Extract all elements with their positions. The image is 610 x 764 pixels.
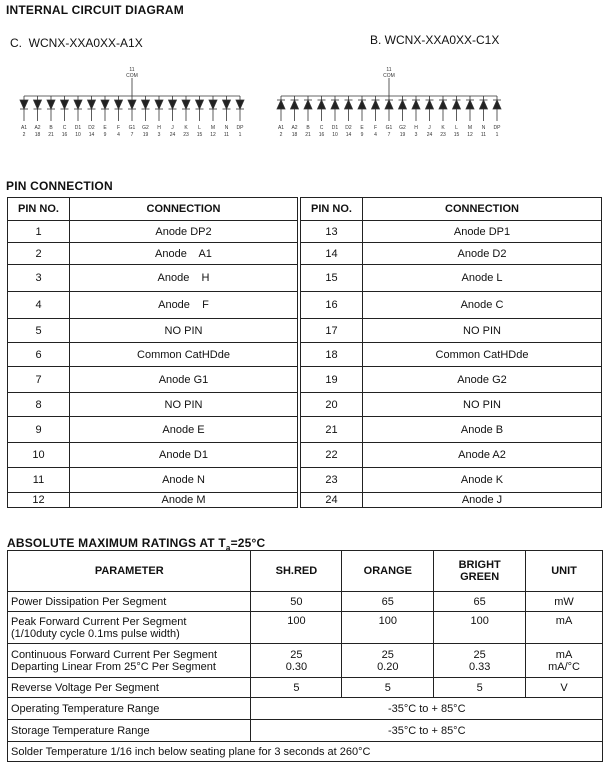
pin-connection: Anode C	[363, 292, 602, 319]
segment-name: G1	[385, 125, 393, 131]
pin-number: 5	[8, 319, 70, 343]
segment-name: E	[103, 125, 107, 131]
circuit-diagram-c1	[271, 66, 521, 146]
com-pin-number: 11	[386, 67, 392, 73]
segment-name: A2	[291, 125, 298, 131]
ratings-table: PARAMETER SH.RED ORANGE BRIGHT GREEN UNIT Power Dissipation Per Segment 50 65 65 mW Peak Forward Current Per Segment (1/10duty cycle 0.1ms pulse width) 100 100 100 mA Continuous Forward Current Per Segment Departing Linear From 25°C Per Segment 25 0.30 25 0.20 25 0.33 mA mA/°C Reverse Voltage Per Segment 5 5 5 V Operating Temperature Range -35°C to + 85°C Storage Temperature Range -35°C to + 85°C Solder Temperature 1/16 inch below seating plane for 3 seconds at 260°C	[7, 550, 603, 762]
segment-pin: 19	[399, 132, 406, 138]
hdr-parameter: PARAMETER	[8, 551, 251, 592]
pin-row	[301, 265, 602, 292]
pin-row	[8, 221, 298, 243]
param-storage-temp: Storage Temperature Range	[8, 720, 251, 742]
pin-connection: Common CatHDde	[70, 343, 298, 367]
pin-connection: Anode K	[363, 468, 602, 493]
led-segment-icon	[74, 100, 82, 109]
circuit-diagram-a1	[14, 66, 264, 146]
value-storage-temp: -35°C to + 85°C	[251, 720, 603, 742]
segment-pin: 15	[453, 132, 460, 138]
segment-name: C	[319, 125, 324, 131]
segment-name: F	[373, 125, 378, 131]
segment-name: H	[414, 125, 418, 131]
led-segment-icon	[223, 100, 231, 109]
pin-row	[301, 393, 602, 417]
segment-name: J	[428, 125, 431, 131]
col-pin-no: PIN NO.	[8, 198, 70, 221]
led-segment-icon	[61, 100, 69, 109]
pin-number: 22	[301, 443, 363, 468]
hdr-unit: UNIT	[526, 551, 603, 592]
pin-connection: Anode F	[70, 292, 298, 319]
led-segment-icon	[209, 100, 217, 109]
led-segment-icon	[345, 100, 353, 109]
led-segment-icon	[196, 100, 204, 109]
segment-name: N	[224, 125, 229, 131]
segment-pin: 3	[157, 132, 161, 138]
segment-pin: 23	[183, 132, 189, 138]
segment-name: M	[210, 125, 216, 131]
segment-name: L	[455, 125, 458, 131]
segment-name: K	[441, 125, 445, 131]
segment-pin: 11	[480, 132, 487, 138]
pin-number: 4	[8, 292, 70, 319]
segment-name: A1	[277, 125, 285, 131]
pin-connection: NO PIN	[70, 393, 298, 417]
pin-number: 18	[301, 343, 363, 367]
col-connection: CONNECTION	[363, 198, 602, 221]
pin-row	[8, 468, 298, 493]
led-segment-icon	[439, 100, 447, 109]
hdr-orange: ORANGE	[342, 551, 434, 592]
pin-number: 17	[301, 319, 363, 343]
pin-number: 7	[8, 367, 70, 393]
led-segment-icon	[453, 100, 461, 109]
segment-pin: 21	[48, 132, 54, 138]
segment-pin: 23	[440, 132, 446, 138]
led-segment-icon	[291, 100, 299, 109]
param-peak-current: Peak Forward Current Per Segment (1/10duty cycle 0.1ms pulse width)	[8, 612, 251, 644]
led-segment-icon	[155, 100, 163, 109]
segment-pin: 4	[117, 132, 120, 138]
led-segment-icon	[412, 100, 420, 109]
pin-connection: Anode DP1	[363, 221, 602, 243]
led-segment-icon	[47, 100, 55, 109]
pin-row	[8, 292, 298, 319]
diagram-c-label: C. WCNX-XXA0XX-A1X	[10, 36, 143, 50]
segment-name: D1	[331, 125, 339, 131]
ratings-title: ABSOLUTE MAXIMUM RATINGS AT $T_a=25^\circ C$	[7, 536, 266, 553]
pin-row	[301, 243, 602, 265]
hdr-bright-green: BRIGHT GREEN	[434, 551, 526, 592]
pin-row	[8, 493, 298, 508]
pin-connection: Anode A2	[363, 443, 602, 468]
pin-row	[301, 468, 602, 493]
led-segment-icon	[128, 100, 136, 109]
pin-connection: Anode N	[70, 468, 298, 493]
hdr-sh-red: SH.RED	[251, 551, 342, 592]
segment-name: A2	[34, 125, 41, 131]
param-power: Power Dissipation Per Segment	[8, 592, 251, 612]
segment-pin: 15	[196, 132, 203, 138]
segment-pin: 14	[88, 132, 95, 138]
segment-pin: 12	[467, 132, 473, 138]
col-connection: CONNECTION	[70, 198, 298, 221]
led-segment-icon	[88, 100, 96, 109]
pin-number: 6	[8, 343, 70, 367]
pin-number: 14	[301, 243, 363, 265]
segment-name: E	[360, 125, 364, 131]
led-segment-icon	[318, 100, 326, 109]
segment-pin: 3	[414, 132, 418, 138]
pin-row	[301, 292, 602, 319]
pin-number: 21	[301, 417, 363, 443]
led-segment-icon	[20, 100, 28, 109]
pin-row	[8, 417, 298, 443]
pin-row	[301, 319, 602, 343]
segment-name: M	[467, 125, 473, 131]
pin-row	[301, 343, 602, 367]
segment-pin: 2	[22, 132, 26, 138]
segment-name: D2	[88, 125, 95, 131]
pin-table-right	[300, 197, 602, 508]
pin-number: 20	[301, 393, 363, 417]
pin-number: 13	[301, 221, 363, 243]
led-segment-icon	[399, 100, 407, 109]
pin-connection: Anode J	[363, 493, 602, 508]
segment-name: C	[62, 125, 67, 131]
segment-pin: 19	[142, 132, 149, 138]
segment-pin: 21	[305, 132, 311, 138]
led-segment-icon	[480, 100, 488, 109]
pin-row	[301, 417, 602, 443]
pin-row	[8, 343, 298, 367]
led-segment-icon	[277, 100, 285, 109]
pin-number: 10	[8, 443, 70, 468]
com-label: COM	[383, 73, 395, 79]
segment-name: G1	[128, 125, 136, 131]
segment-pin: 18	[34, 132, 41, 138]
pin-connection: Anode B	[363, 417, 602, 443]
pin-connection: Anode H	[70, 265, 298, 292]
segment-pin: 7	[130, 132, 134, 138]
led-segment-icon	[372, 100, 380, 109]
param-reverse-voltage: Reverse Voltage Per Segment	[8, 678, 251, 698]
pin-connection: Anode L	[363, 265, 602, 292]
pin-number: 24	[301, 493, 363, 508]
pin-connection: NO PIN	[363, 393, 602, 417]
pin-connection: NO PIN	[70, 319, 298, 343]
segment-pin: 9	[103, 132, 107, 138]
led-segment-icon	[169, 100, 177, 109]
segment-name: DP	[493, 125, 501, 131]
pin-connection: Anode D2	[363, 243, 602, 265]
pin-row	[8, 367, 298, 393]
segment-pin: 2	[279, 132, 283, 138]
led-segment-icon	[466, 100, 474, 109]
segment-name: B	[306, 125, 310, 131]
pin-connection: Anode E	[70, 417, 298, 443]
pin-row	[301, 443, 602, 468]
led-segment-icon	[115, 100, 123, 109]
segment-pin: 1	[238, 132, 242, 138]
pin-row	[8, 265, 298, 292]
param-operating-temp: Operating Temperature Range	[8, 698, 251, 720]
pin-connection: Anode DP2	[70, 221, 298, 243]
segment-pin: 10	[75, 132, 81, 138]
pin-row	[8, 393, 298, 417]
pin-number: 15	[301, 265, 363, 292]
pin-row	[8, 243, 298, 265]
led-segment-icon	[385, 100, 393, 109]
col-pin-no: PIN NO.	[301, 198, 363, 221]
led-segment-icon	[304, 100, 312, 109]
pin-number: 19	[301, 367, 363, 393]
segment-name: D2	[345, 125, 352, 131]
value-operating-temp: -35°C to + 85°C	[251, 698, 603, 720]
segment-name: G2	[399, 125, 406, 131]
pin-number: 23	[301, 468, 363, 493]
pin-number: 9	[8, 417, 70, 443]
segment-pin: 18	[291, 132, 298, 138]
pin-row	[8, 319, 298, 343]
led-segment-icon	[426, 100, 434, 109]
pin-number: 2	[8, 243, 70, 265]
led-segment-icon	[101, 100, 109, 109]
segment-pin: 1	[495, 132, 499, 138]
pin-row	[8, 443, 298, 468]
led-segment-icon	[142, 100, 150, 109]
pin-connection: Anode A1	[70, 243, 298, 265]
segment-pin: 11	[223, 132, 230, 138]
led-segment-icon	[493, 100, 501, 109]
segment-name: N	[481, 125, 486, 131]
led-segment-icon	[34, 100, 42, 109]
segment-name: L	[198, 125, 201, 131]
segment-name: G2	[142, 125, 149, 131]
pin-number: 8	[8, 393, 70, 417]
diagram-b-label: B. WCNX-XXA0XX-C1X	[370, 33, 500, 47]
pin-number: 16	[301, 292, 363, 319]
segment-name: D1	[74, 125, 82, 131]
pin-connection: Anode M	[70, 493, 298, 508]
segment-pin: 16	[318, 132, 325, 138]
segment-pin: 12	[210, 132, 216, 138]
segment-pin: 24	[169, 132, 176, 138]
segment-name: B	[49, 125, 53, 131]
solder-temperature: Solder Temperature 1/16 inch below seating plane for 3 seconds at 260°C	[8, 742, 603, 762]
segment-pin: 9	[360, 132, 364, 138]
pin-connection: Anode D1	[70, 443, 298, 468]
led-segment-icon	[358, 100, 366, 109]
segment-name: K	[184, 125, 188, 131]
pin-number: 3	[8, 265, 70, 292]
led-segment-icon	[182, 100, 190, 109]
segment-pin: 14	[345, 132, 352, 138]
segment-pin: 16	[61, 132, 68, 138]
pin-number: 12	[8, 493, 70, 508]
pin-connection: NO PIN	[363, 319, 602, 343]
segment-name: A1	[20, 125, 28, 131]
segment-name: DP	[236, 125, 244, 131]
segment-name: J	[171, 125, 174, 131]
pin-row	[301, 367, 602, 393]
segment-pin: 24	[426, 132, 433, 138]
segment-pin: 7	[387, 132, 391, 138]
segment-name: H	[157, 125, 161, 131]
circuit-heading: INTERNAL CIRCUIT DIAGRAM	[6, 3, 184, 17]
pin-row	[301, 221, 602, 243]
pin-connection: Anode G2	[363, 367, 602, 393]
pin-connection: Anode G1	[70, 367, 298, 393]
pin-row	[301, 493, 602, 508]
led-segment-icon	[236, 100, 244, 109]
segment-pin: 10	[332, 132, 338, 138]
com-pin-number: 11	[129, 67, 135, 73]
pin-number: 11	[8, 468, 70, 493]
pin-connection: Common CatHDde	[363, 343, 602, 367]
param-continuous-current: Continuous Forward Current Per Segment Departing Linear From 25°C Per Segment	[8, 644, 251, 678]
led-segment-icon	[331, 100, 339, 109]
pin-connection-title: PIN CONNECTION	[6, 179, 113, 193]
segment-name: F	[116, 125, 121, 131]
com-label: COM	[126, 73, 138, 79]
pin-number: 1	[8, 221, 70, 243]
pin-table-left	[7, 197, 298, 508]
segment-pin: 4	[374, 132, 377, 138]
